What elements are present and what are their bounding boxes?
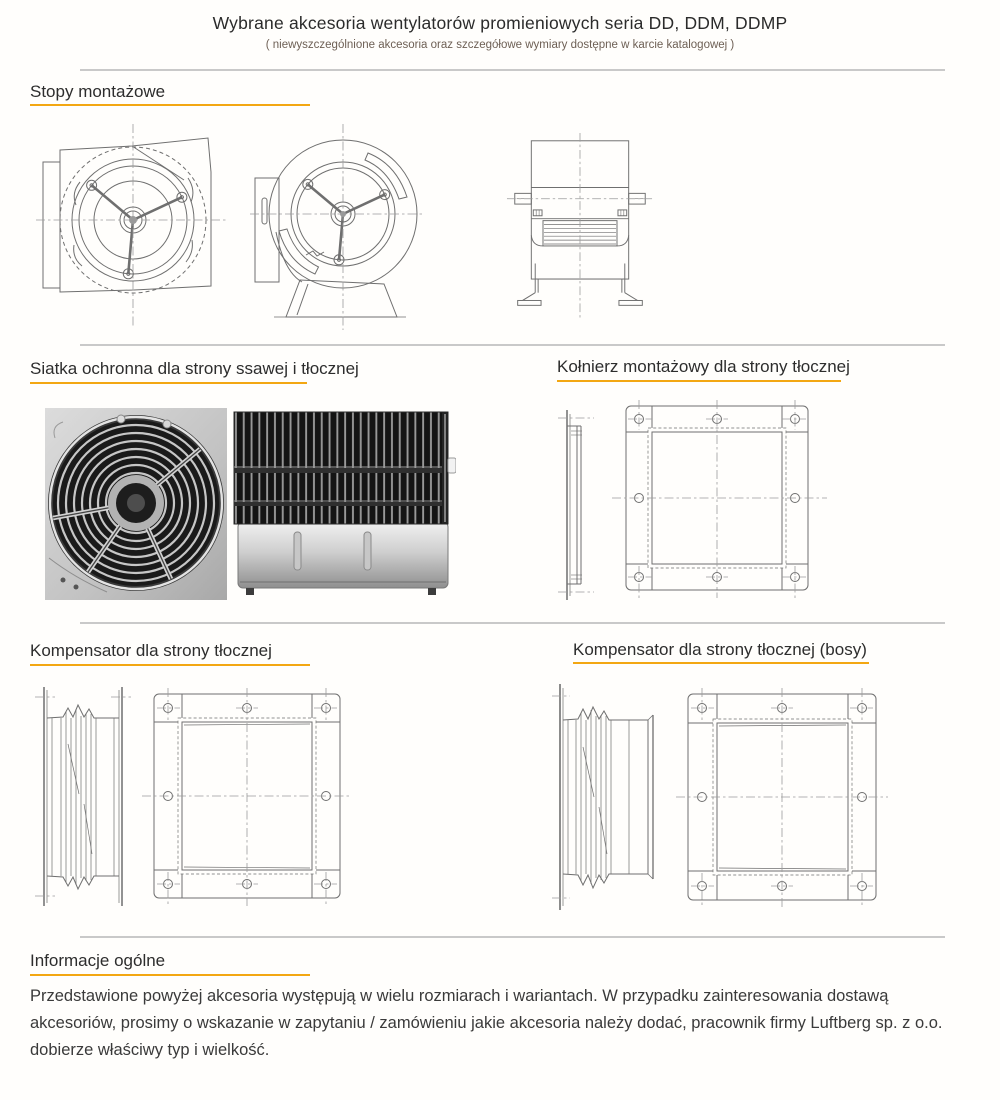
heading-underline-general-info: [30, 974, 310, 976]
heading-protective-mesh: Siatka ochronna dla strony ssawej i tłocznej: [30, 359, 359, 378]
page-subtitle: ( niewyszczególnione akcesoria oraz szczegółowe wymiary dostępne w karcie katalogowej ): [265, 39, 735, 51]
page-title: Wybrane akcesoria wentylatorów promieniowych seria DD, DDM, DDMP: [212, 13, 788, 33]
flange-side-view-drawing: [558, 404, 602, 606]
heading-mounting-feet: Stopy montażowe: [30, 82, 166, 101]
divider-row3: [80, 622, 945, 624]
compensator-front-view-drawing: [142, 688, 352, 906]
fan-scroll-view-drawing: [250, 122, 422, 330]
heading-underline-compensator: [30, 664, 310, 666]
heading-mounting-flange: Kołnierz montażowy dla strony tłocznej: [557, 357, 850, 376]
heading-underline-protective-mesh: [30, 382, 307, 384]
general-info-paragraph: Przedstawione powyżej akcesoria występują w wielu rozmiarach i wariantach. W przypadku zainteresowania dostawą akcesoriów, prosimy o wskazanie w zapytaniu / zamówieniu jakie akcesoria należy dodać, pracownik firmy Luftberg sp. z o.o. dobierze właściwy typ i wielkość.: [30, 987, 943, 1059]
heading-compensator: Kompensator dla strony tłocznej: [30, 641, 272, 660]
compensator-bare-front-view-drawing: [676, 688, 888, 908]
heading-underline-mounting-feet: [30, 104, 310, 106]
divider-top: [80, 69, 945, 71]
heading-underline-mounting-flange: [557, 380, 841, 382]
heading-underline-compensator-bare: [573, 662, 869, 664]
divider-row2: [80, 344, 945, 346]
round-mesh-photo: [45, 408, 227, 600]
compensator-bare-side-view-drawing: [552, 682, 670, 912]
compensator-side-view-drawing: [35, 684, 135, 909]
fan-side-view-drawing: [505, 133, 655, 318]
flange-front-view-drawing: [612, 400, 827, 598]
fan-front-view-drawing: [36, 120, 228, 328]
rect-mesh-photo: [232, 410, 456, 596]
heading-general-info: Informacje ogólne: [30, 951, 166, 970]
divider-bottom: [80, 936, 945, 938]
heading-compensator-bare: Kompensator dla strony tłocznej (bosy): [573, 640, 867, 659]
